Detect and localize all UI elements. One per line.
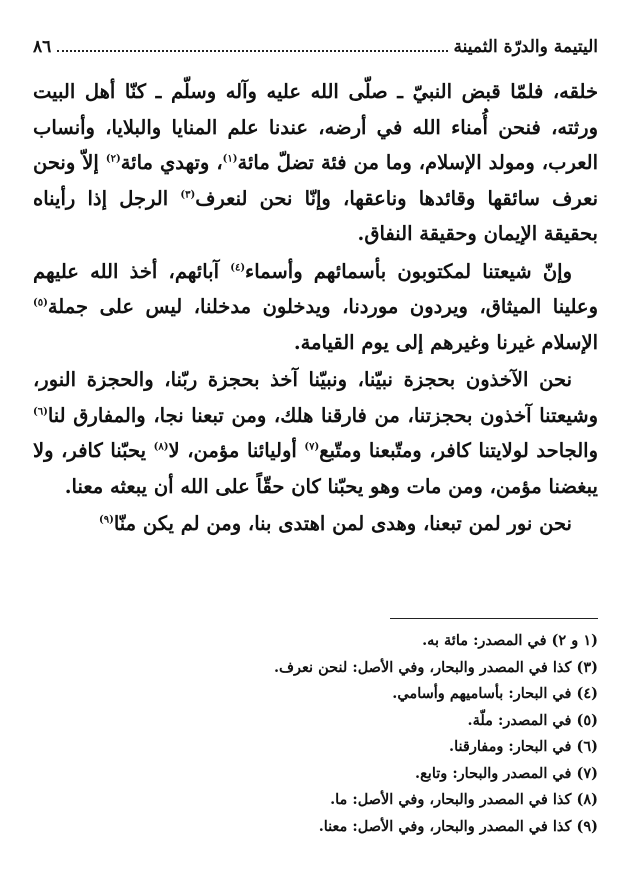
footnote-item: (٨) كذا في المصدر والبحار، وفي الأصل: ما.: [330, 791, 598, 808]
footnote-item: (٧) في المصدر والبحار: وتابع.: [415, 764, 598, 782]
footnote-item: (١ و ٢) في المصدر: مائة به.: [422, 632, 598, 649]
footnote-marker: (٩): [98, 514, 114, 526]
text-run: يحبّنا كافر، ولا يبغضنا مؤمن، ومن مات وهو يحبّنا كان حقّاً على الله أن يبعثه معنا.: [33, 439, 598, 498]
footnote-item: (٥) في المصدر: ملّة.: [467, 711, 598, 729]
footnote-marker: (٣): [180, 189, 196, 200]
running-title: اليتيمة والدرّة الثمينة: [453, 37, 598, 57]
text-run: الإسلام غيرنا وغيرهم إلى يوم القيامة.: [293, 330, 598, 354]
page-number: ٨٦: [33, 37, 52, 57]
footnote-item: (٤) في البحار: بأساميهم وأسامي.: [392, 685, 598, 702]
text-run: وإنّ شيعتنا لمكتوبون بأسمائهم وأسماء: [245, 259, 572, 283]
text-run: الرجل إذا رأيناه بحقيقة الإيمان وحقيقة النفاق.: [33, 186, 598, 245]
text-run: خلقه، فلمّا قبض النبيّ ـ صلّى الله عليه وآله وسلّم ـ كنّا أهل البيت ورثته، فنحن أُمناء الله في أرضه، عندنا علم المنايا والبلايا، وأنساب العرب، ومولد الإسلام، وما من فئة تضلّ مائة: [33, 80, 598, 174]
text-run: آبائهم، أخذ الله عليهم وعلينا الميثاق، ويردون موردنا، ويدخلون مدخلنا، ليس على جملة: [33, 259, 598, 318]
text-paragraph: [33, 254, 598, 361]
running-header: [33, 32, 598, 62]
main-text: [33, 74, 598, 544]
footnotes: [120, 628, 598, 840]
footnote-marker: (٨): [153, 441, 169, 453]
text-paragraph: [33, 74, 598, 252]
footnote-marker: (٥): [33, 297, 48, 309]
text-run: والجاحد لولايتنا كافر، ومتّبعنا ومتّبع: [319, 439, 598, 462]
footnote-item: (٣) كذا في المصدر والبحار، وفي الأصل: لنحن نعرف.: [273, 658, 598, 676]
header-dot-leader: [57, 50, 447, 52]
footnote-item: (٩) كذا في المصدر والبحار، وفي الأصل: معنا.: [318, 817, 598, 835]
footnote-separator: [390, 618, 598, 619]
text-paragraph: [33, 362, 598, 504]
text-run: ، وتهدي مائة: [120, 151, 223, 174]
text-paragraph: [33, 506, 598, 542]
text-run: نحن الآخذون بحجزة نبيّنا، ونبيّنا آخذ بحجزة ربّنا، والحجزة النور، وشيعتنا آخذون بحجزتنا، من فارقنا هلك، ومن تبعنا نجا، والمفارق لنا: [33, 368, 598, 427]
footnote-marker: (١): [222, 153, 238, 165]
footnote-item: (٦) في البحار: ومفارقنا.: [449, 738, 598, 755]
footnote-marker: (٦): [33, 406, 48, 417]
footnote-marker: (٢): [105, 153, 121, 165]
footnote-marker: (٧): [304, 441, 320, 453]
text-run: إلاّ ونحن نعرف سائقها وقائدها وناعقها، وإنّا نحن لنعرف: [33, 151, 598, 210]
text-run: نحن نور لمن تبعنا، وهدى لمن اهتدى بنا، ومن لم يكن منّا: [113, 512, 572, 535]
footnote-marker: (٤): [230, 262, 246, 273]
text-run: أوليائنا مؤمن، لا: [168, 439, 305, 462]
